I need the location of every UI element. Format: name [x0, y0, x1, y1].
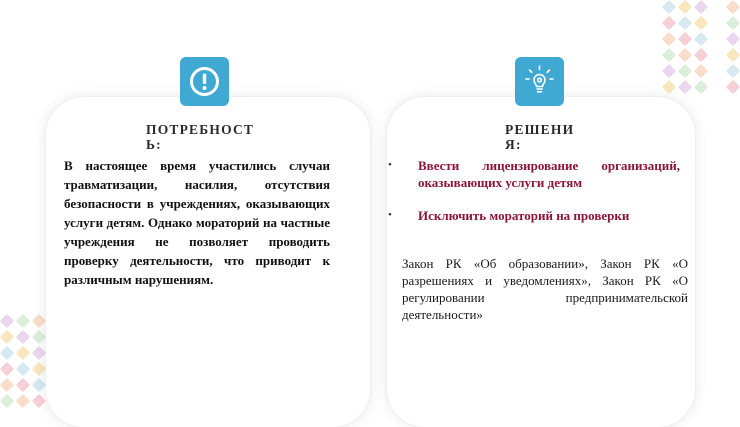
ornament-tile: [16, 314, 30, 328]
ornament-tile: [694, 64, 708, 78]
ornament-tile: [32, 362, 46, 376]
ornament-tile: [694, 0, 708, 14]
ornament-tile: [726, 16, 740, 30]
ornament-tile: [694, 80, 708, 94]
ornament-tile: [678, 16, 692, 30]
ornament-tile: [726, 80, 740, 94]
ornament-tile: [662, 48, 676, 62]
bullet-dot: •: [388, 159, 392, 171]
ornament-tile: [710, 80, 724, 94]
ornament-tile: [32, 346, 46, 360]
ornament-tile: [32, 330, 46, 344]
ornament-tile: [662, 64, 676, 78]
ornament-tile: [662, 0, 676, 14]
exclamation-icon: [180, 57, 229, 106]
ornament-tile: [0, 346, 14, 360]
ornament-tile: [710, 16, 724, 30]
ornament-tile: [0, 330, 14, 344]
ornament-tile: [16, 378, 30, 392]
ornament-tile: [678, 80, 692, 94]
ornament-tile: [16, 346, 30, 360]
solutions-title-line1: РЕШЕНИ: [505, 122, 575, 137]
ornament-tile: [726, 64, 740, 78]
ornament-tile: [710, 0, 724, 14]
ornament-tile: [662, 16, 676, 30]
needs-title-line1: ПОТРЕБНОСТ: [146, 122, 255, 137]
needs-title: [146, 122, 254, 152]
solution-item-licensing: [388, 157, 680, 191]
ornament-tile: [678, 0, 692, 14]
ornament-tile: [710, 64, 724, 78]
ornament-tile: [694, 48, 708, 62]
ornament-tile: [32, 378, 46, 392]
solutions-title-line2: Я:: [505, 137, 522, 152]
ornament-tile: [0, 362, 14, 376]
needs-title-line2: Ь:: [146, 137, 162, 152]
ornament-tile: [662, 80, 676, 94]
solution-item-label: Исключить мораторий на проверки: [418, 208, 630, 223]
ornament-tile: [678, 32, 692, 46]
ornament-tile: [710, 48, 724, 62]
solutions-title: [505, 122, 574, 152]
bullet-dot: •: [388, 209, 392, 221]
solution-item-moratorium: [388, 207, 680, 224]
corner-ornament-top-right: [662, 0, 740, 94]
ornament-tile: [16, 394, 30, 408]
ornament-tile: [726, 0, 740, 14]
ornament-tile: [32, 394, 46, 408]
solution-item-label: Ввести лицензирование организаций, оказывающих услуги детям: [418, 158, 680, 190]
ornament-tile: [726, 32, 740, 46]
ornament-tile: [0, 378, 14, 392]
ornament-tile: [678, 64, 692, 78]
law-references: Закон РК «Об образовании», Закон РК «О разрешениях и уведомлениях», Закон РК «О регулировании предпринимательской деятельности»: [402, 256, 688, 322]
lightbulb-gear-icon: [515, 57, 564, 106]
ornament-tile: [0, 314, 14, 328]
ornament-tile: [726, 48, 740, 62]
ornament-tile: [16, 362, 30, 376]
ornament-tile: [16, 330, 30, 344]
needs-body: В настоящее время участились случаи травматизации, насилия, отсутствия безопасности в учреждениях, оказывающих услуги детям. Однако мораторий на частные учреждения не позволяет проводить проверку деятельности, что приводит к различным нарушениям.: [64, 158, 330, 287]
ornament-tile: [32, 314, 46, 328]
ornament-tile: [662, 32, 676, 46]
ornament-tile: [678, 48, 692, 62]
ornament-tile: [694, 16, 708, 30]
ornament-tile: [694, 32, 708, 46]
ornament-tile: [0, 394, 14, 408]
ornament-tile: [710, 32, 724, 46]
